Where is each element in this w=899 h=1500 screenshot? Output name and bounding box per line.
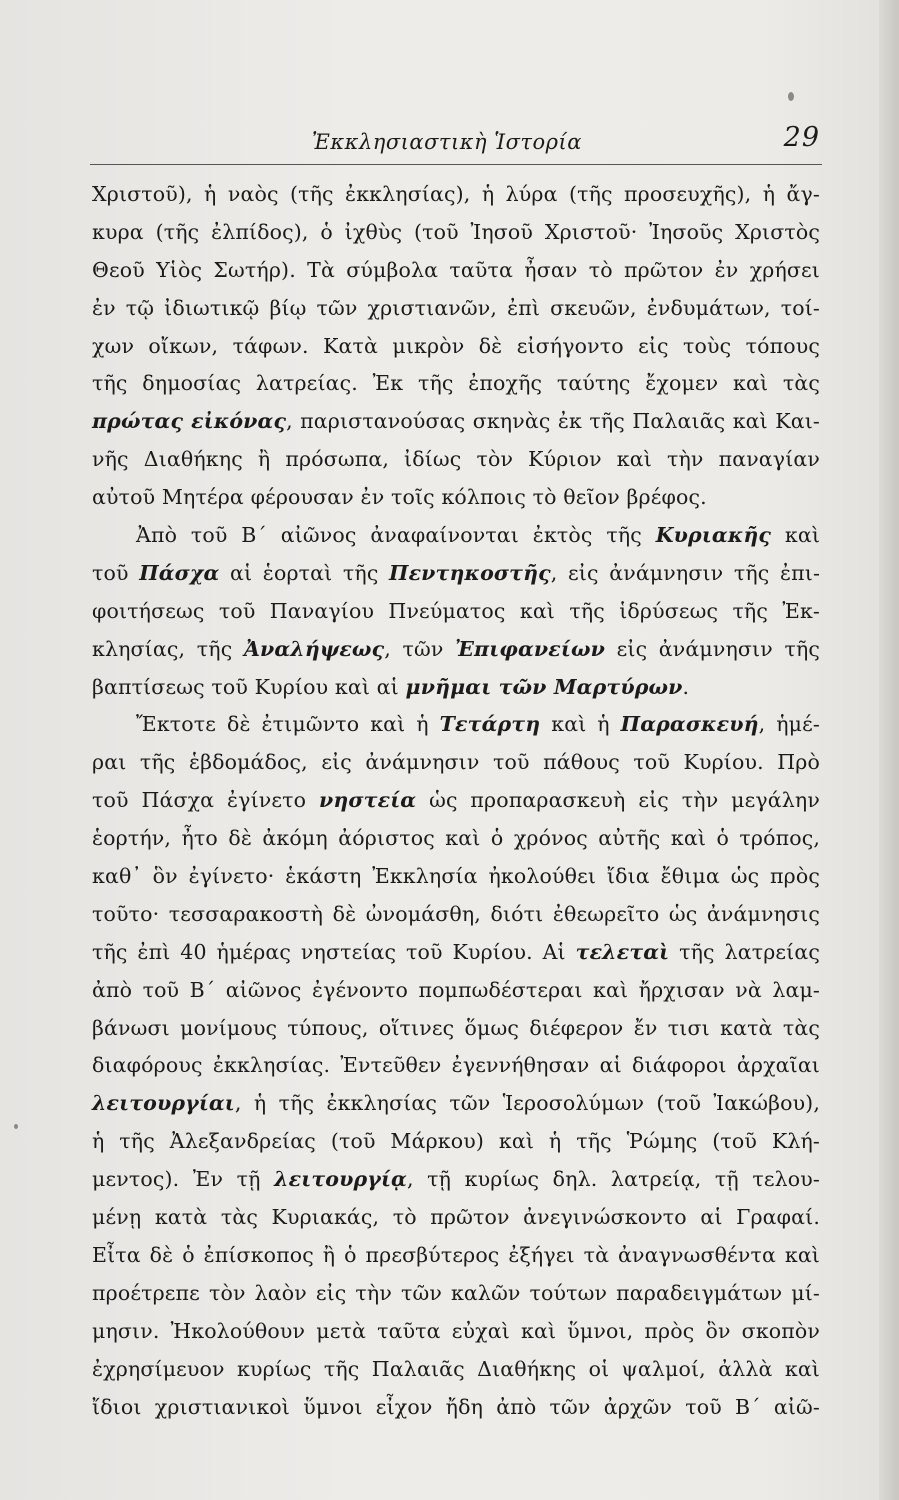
text-segment: τῆς δημοσίας λατρείας. Ἐκ τῆς ἐποχῆς ταύτης ἔχομεν καὶ τὰς	[92, 371, 820, 396]
text-line	[92, 1389, 820, 1427]
text-segment: κλησίας, τῆς	[92, 636, 244, 661]
emphasized-term: λειτουργίᾳ	[274, 1167, 407, 1192]
text-segment: καθ᾽ ὃν ἐγίνετο· ἑκάστη Ἐκκλησία ἠκολούθει ἴδια ἔθιμα ὡς πρὸς	[92, 864, 820, 889]
text-line	[92, 858, 820, 896]
ink-speck	[788, 92, 794, 101]
text-segment: ἑορτήν, ἦτο δὲ ἀκόμη ἀόριστος καὶ ὁ χρόνος αὐτῆς καὶ ὁ τρόπος,	[92, 826, 820, 851]
text-line	[92, 1351, 820, 1389]
text-segment: ἀπὸ τοῦ Β΄ αἰῶνος ἐγένοντο πομπωδέστεραι καὶ ἤρχισαν νὰ λαμ-	[92, 977, 820, 1002]
text-segment: ἴδιοι χριστιανικοὶ ὕμνοι εἶχον ἤδη ἀπὸ τῶν ἀρχῶν τοῦ Β΄ αἰῶ-	[92, 1394, 820, 1419]
text-line	[92, 1123, 820, 1161]
text-line	[92, 706, 820, 744]
emphasized-term: Τετάρτη	[439, 712, 541, 737]
text-segment: μησιν. Ἠκολούθουν μετὰ ταῦτα εὐχαὶ καὶ ὕμνοι, πρὸς ὃν σκοπὸν	[92, 1318, 820, 1343]
text-line	[92, 1085, 820, 1123]
text-line	[92, 1010, 820, 1048]
text-line	[92, 972, 820, 1010]
text-segment: χων οἴκων, τάφων. Κατὰ μικρὸν δὲ εἰσήγοντο εἰς τοὺς τόπους	[92, 333, 820, 358]
text-segment: κυρα (τῆς ἐλπίδος), ὁ ἰχθὺς (τοῦ Ἰησοῦ Χριστοῦ· Ἰησοῦς Χριστὸς	[92, 219, 820, 244]
emphasized-term: νηστεία	[318, 788, 417, 813]
text-segment: καὶ ἡ	[540, 712, 621, 737]
text-segment: αὐτοῦ Μητέρα φέρουσαν ἐν τοῖς κόλποις τὸ θεῖον βρέφος.	[92, 485, 707, 510]
text-line	[92, 896, 820, 934]
text-segment: νῆς Διαθήκης ἢ πρόσωπα, ἰδίως τὸν Κύριον καὶ τὴν παναγίαν	[92, 447, 820, 472]
emphasized-term: τελεταὶ	[575, 939, 670, 964]
text-segment: τοῦ Πάσχα ἐγίνετο	[92, 788, 319, 813]
text-segment: καὶ	[771, 523, 821, 548]
text-line	[92, 1047, 820, 1085]
text-line	[92, 782, 820, 820]
text-line	[92, 1161, 820, 1199]
text-segment: , ἡμέ-	[758, 712, 820, 737]
emphasized-term: Ἐπιφανείων	[455, 636, 605, 661]
text-line	[92, 744, 820, 782]
text-segment: Εἶτα δὲ ὁ ἐπίσκοπος ἢ ὁ πρεσβύτερος ἐξήγει τὰ ἀναγνωσθέντα καὶ	[92, 1242, 820, 1267]
text-line	[92, 403, 820, 441]
text-line	[92, 290, 820, 328]
emphasized-term: Ἀναλήψεως	[243, 636, 385, 661]
text-segment: , τῶν	[384, 636, 456, 661]
body-text	[92, 176, 820, 1426]
text-line	[92, 252, 820, 290]
text-segment: φοιτήσεως τοῦ Παναγίου Πνεύματος καὶ τῆς ἱδρύσεως τῆς Ἐκ-	[92, 598, 820, 623]
emphasized-term: Πάσχα	[139, 560, 220, 585]
text-segment: Θεοῦ Υἱὸς Σωτήρ). Τὰ σύμβολα ταῦτα ἦσαν τὸ πρῶτον ἐν χρήσει	[92, 257, 820, 282]
text-line	[92, 1313, 820, 1351]
text-line	[92, 1199, 820, 1237]
text-segment: , παριστανούσας σκηνὰς ἐκ τῆς Παλαιᾶς καὶ Και-	[286, 409, 820, 434]
text-segment: αἱ ἑορταὶ τῆς	[219, 560, 390, 585]
emphasized-term: μνῆμαι τῶν Μαρτύρων	[405, 674, 683, 699]
text-line	[92, 441, 820, 479]
text-line	[92, 934, 820, 972]
running-header	[90, 122, 820, 162]
text-segment: τῆς λατρείας	[669, 939, 820, 964]
text-segment: τῆς ἐπὶ 40 ἡμέρας νηστείας τοῦ Κυρίου. Αἱ	[92, 939, 576, 964]
text-segment: ἡ τῆς Ἀλεξανδρείας (τοῦ Μάρκου) καὶ ἡ τῆς Ῥώμης (τοῦ Κλή-	[92, 1129, 820, 1154]
text-segment: τοῦ	[92, 560, 140, 585]
header-rule	[90, 164, 822, 165]
emphasized-term: πρώτας εἰκόνας	[92, 409, 287, 434]
text-segment: μένῃ κατὰ τὰς Κυριακάς, τὸ πρῶτον ἀνεγινώσκοντο αἱ Γραφαί.	[92, 1205, 820, 1230]
text-segment: βαπτίσεως τοῦ Κυρίου καὶ αἱ	[92, 674, 406, 699]
text-line	[92, 669, 820, 707]
ink-speck	[14, 1124, 18, 1129]
text-line	[92, 365, 820, 403]
text-line	[92, 517, 820, 555]
text-line	[92, 1275, 820, 1313]
text-line	[92, 1237, 820, 1275]
emphasized-term: Παρασκευή	[620, 712, 759, 737]
text-line	[92, 631, 820, 669]
text-segment: Ἀπὸ τοῦ Β΄ αἰῶνος ἀναφαίνονται ἐκτὸς τῆς	[136, 523, 656, 548]
text-line	[92, 214, 820, 252]
text-line	[92, 328, 820, 366]
text-segment: Χριστοῦ), ἡ ναὸς (τῆς ἐκκλησίας), ἡ λύρα (τῆς προσευχῆς), ἡ ἄγ-	[92, 182, 820, 206]
text-segment: διαφόρους ἐκκλησίας. Ἐντεῦθεν ἐγεννήθησαν αἱ διάφοροι ἀρχαῖαι	[92, 1053, 820, 1078]
text-line	[92, 820, 820, 858]
emphasized-term: Κυριακῆς	[655, 523, 772, 548]
text-line	[92, 555, 820, 593]
text-segment: , εἰς ἀνάμνησιν τῆς ἐπι-	[550, 560, 821, 585]
text-segment: ἐχρησίμευον κυρίως τῆς Παλαιᾶς Διαθήκης οἱ ψαλμοί, ἀλλὰ καὶ	[92, 1356, 820, 1381]
text-segment: , ἡ τῆς ἐκκλησίας τῶν Ἱεροσολύμων (τοῦ Ἰακώβου),	[234, 1091, 820, 1116]
page-edge-shadow	[879, 0, 899, 1500]
text-segment: προέτρεπε τὸν λαὸν εἰς τὴν τῶν καλῶν τούτων παραδειγμάτων μί-	[92, 1280, 820, 1305]
page-number: 29	[783, 122, 820, 153]
text-segment: ραι τῆς ἑβδομάδος, εἰς ἀνάμνησιν τοῦ πάθους τοῦ Κυρίου. Πρὸ	[92, 750, 820, 775]
text-segment: Ἔκτοτε δὲ ἐτιμῶντο καὶ ἡ	[136, 712, 440, 737]
emphasized-term: λειτουργίαι	[92, 1091, 235, 1116]
text-line	[92, 176, 820, 214]
text-segment: ἐν τῷ ἰδιωτικῷ βίῳ τῶν χριστιανῶν, ἐπὶ σκευῶν, ἐνδυμάτων, τοί-	[92, 295, 820, 320]
text-segment: βάνωσι μονίμους τύπους, οἵτινες ὅμως διέφερον ἔν τισι κατὰ τὰς	[92, 1015, 820, 1040]
text-line	[92, 479, 820, 517]
text-segment: , τῇ κυρίως δηλ. λατρείᾳ, τῇ τελου-	[406, 1167, 820, 1192]
text-segment: .	[682, 674, 690, 699]
text-segment: μεντος). Ἐν τῇ	[92, 1167, 275, 1192]
text-segment: τοῦτο· τεσσαρακοστὴ δὲ ὠνομάσθη, διότι ἐθεωρεῖτο ὡς ἀνάμνησις	[92, 901, 820, 926]
header-title: Ἐκκλησιαστικὴ Ἱστορία	[312, 130, 582, 154]
text-line	[92, 593, 820, 631]
emphasized-term: Πεντηκοστῆς	[389, 560, 551, 585]
text-segment: εἰς ἀνάμνησιν τῆς	[605, 636, 821, 661]
text-segment: ὡς προπαρασκευὴ εἰς τὴν μεγάλην	[416, 788, 820, 813]
